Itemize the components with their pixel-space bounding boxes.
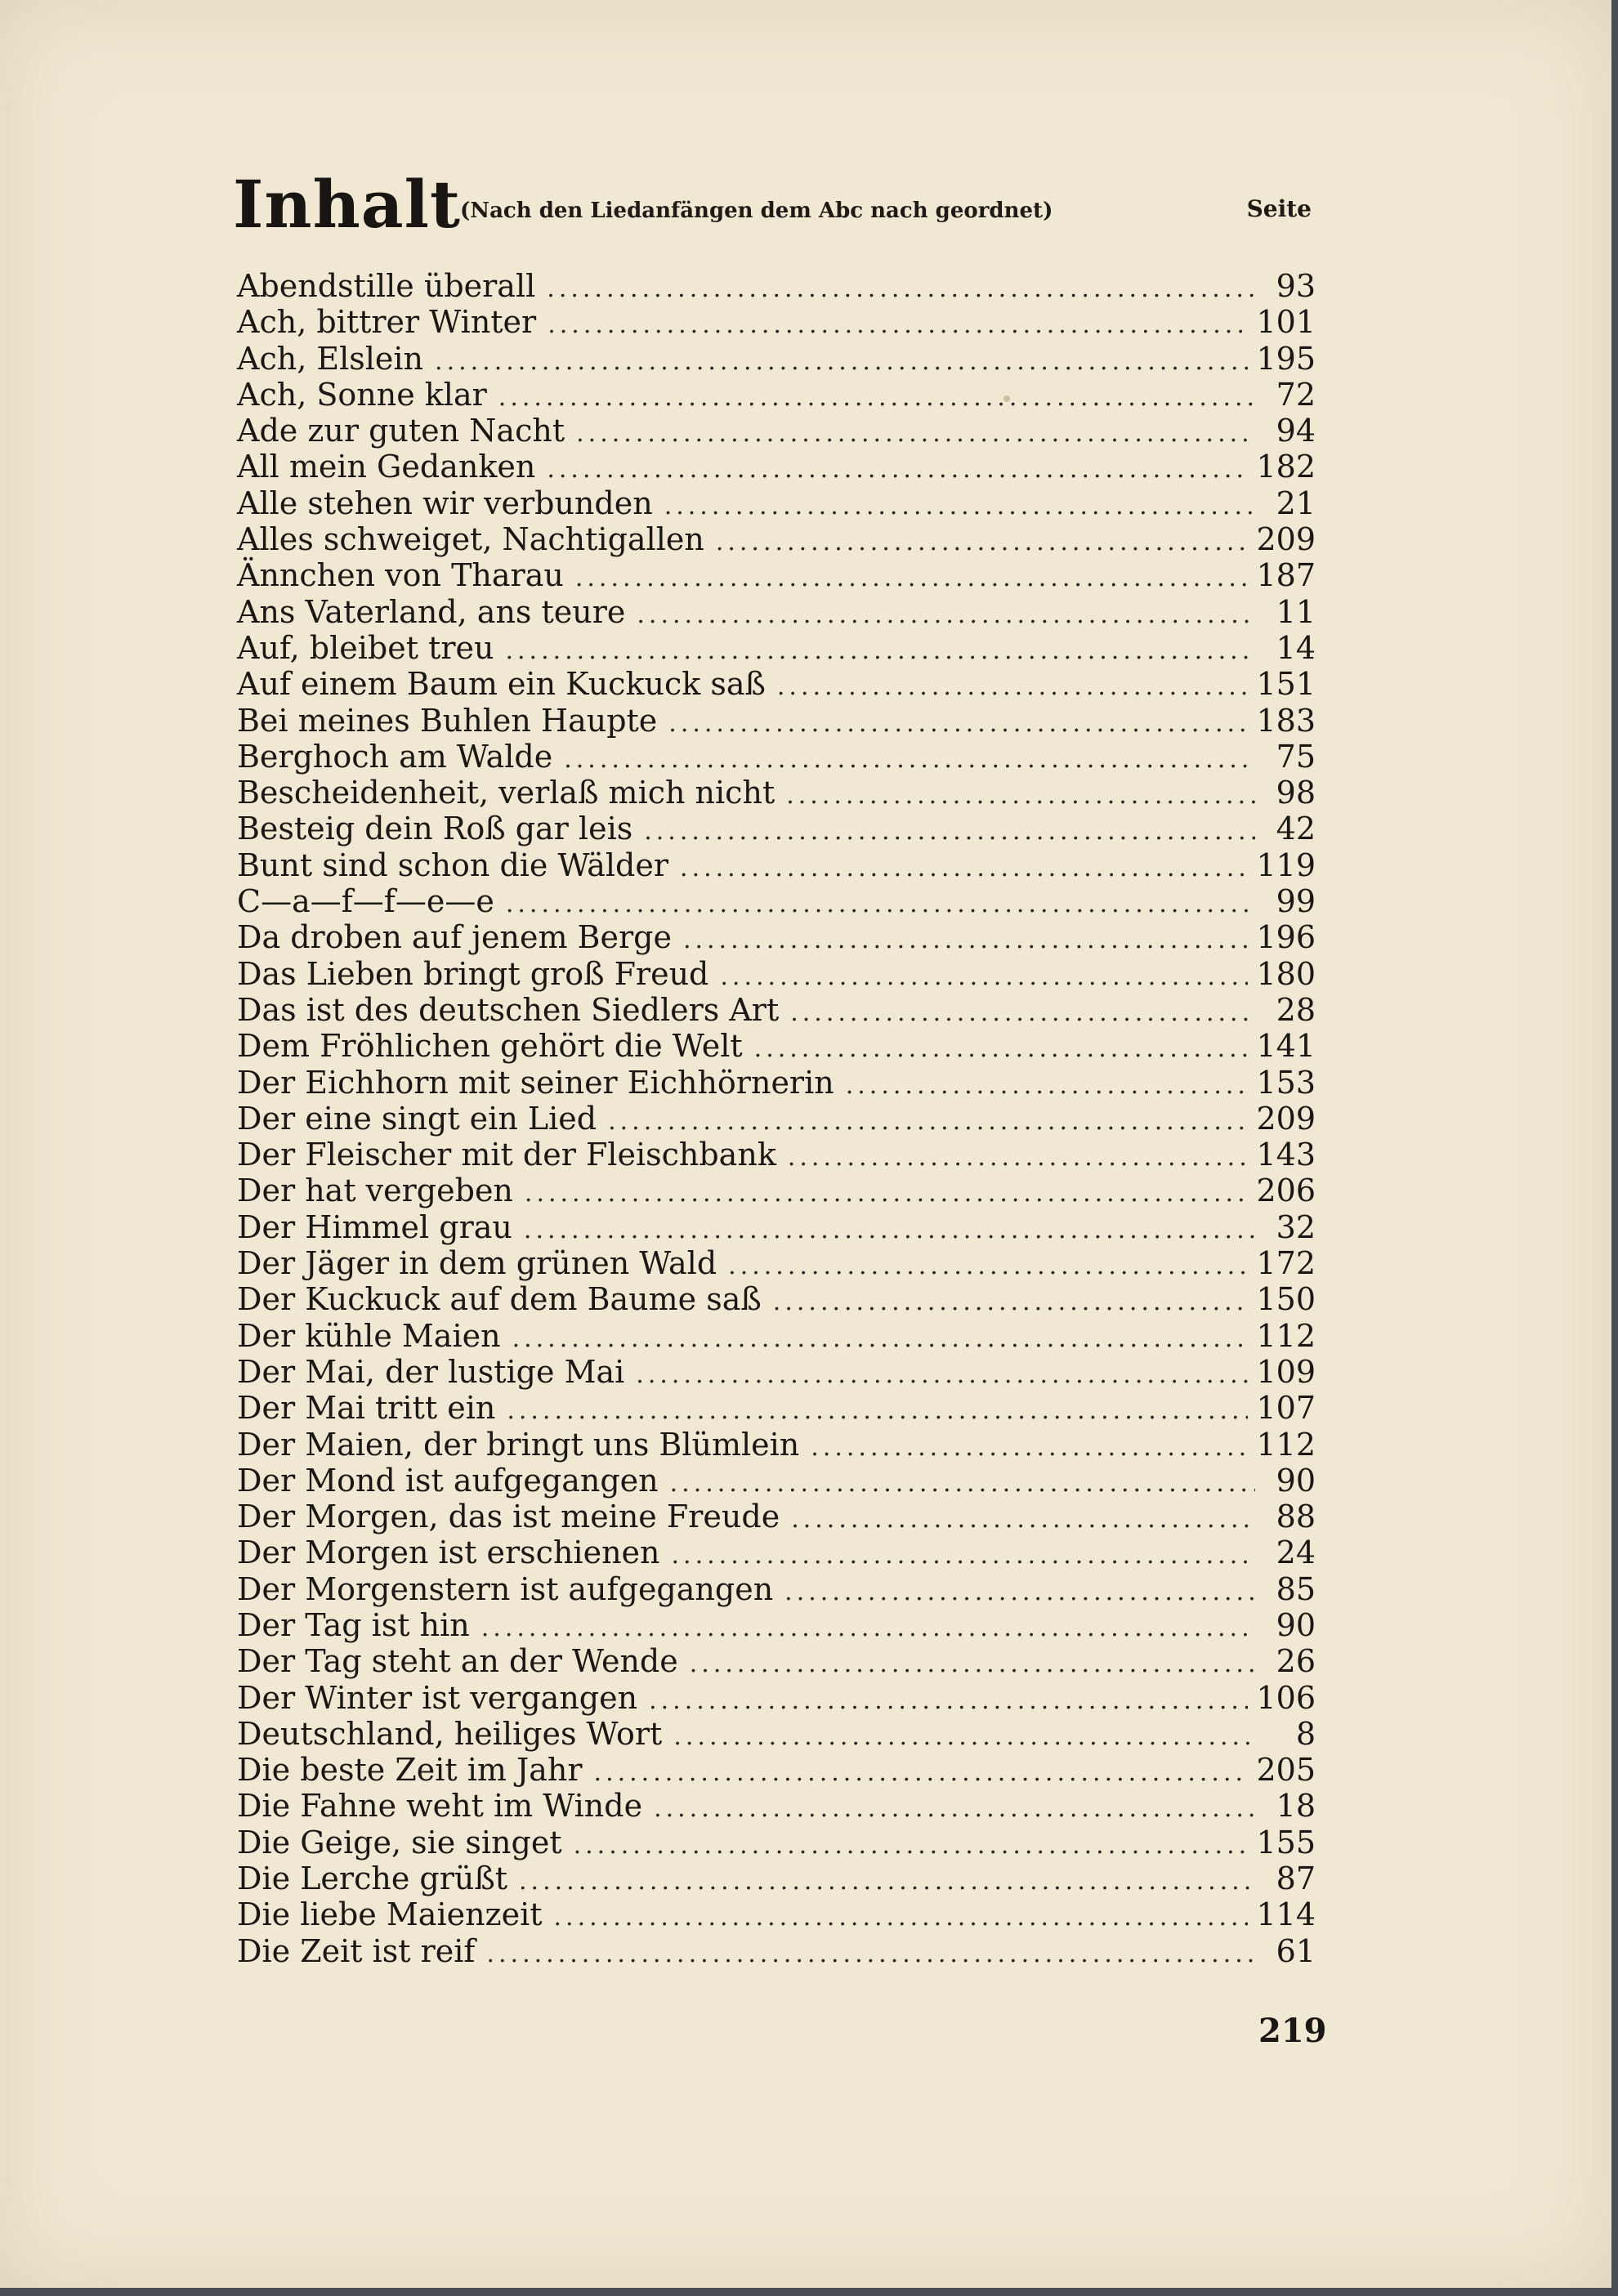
toc-entry [237, 521, 1316, 557]
toc-entry [237, 485, 1316, 521]
dot-leader [683, 922, 1249, 958]
toc-entry-page: 172 [1256, 1245, 1316, 1282]
toc-entry-title: Der kühle Maien [237, 1317, 501, 1354]
dot-leader [507, 1393, 1248, 1429]
dot-leader [670, 1466, 1255, 1502]
toc-entry-page: 75 [1276, 738, 1316, 775]
folio-page-number: 219 [1258, 2012, 1327, 2050]
toc-entry-page: 24 [1276, 1534, 1316, 1571]
toc-entry-page: 8 [1295, 1715, 1316, 1752]
toc-entry-title: Die Fahne weht im Winde [237, 1788, 643, 1825]
toc-entry-page: 11 [1276, 593, 1316, 630]
dot-leader [506, 887, 1255, 922]
toc-entry-title: Bei meines Buhlen Haupte [237, 702, 658, 739]
toc-entry-page: 183 [1256, 702, 1316, 739]
dot-leader [773, 1284, 1249, 1320]
toc-entry-page: 150 [1256, 1281, 1316, 1318]
dot-leader [791, 1502, 1255, 1538]
toc-entry-page: 180 [1256, 955, 1316, 992]
toc-entry [237, 1499, 1316, 1534]
toc-entry-title: Der Morgenstern ist aufgegangen [237, 1570, 774, 1607]
dot-leader [672, 1538, 1255, 1574]
toc-entry [237, 1643, 1316, 1679]
toc-entry [237, 304, 1316, 340]
toc-entry-title: Der Eichhorn mit seiner Eichhörnerin [237, 1064, 834, 1101]
toc-entry-page: 85 [1276, 1570, 1316, 1607]
dot-leader [649, 1683, 1248, 1719]
toc-entry-page: 119 [1256, 846, 1316, 883]
toc-entry-page: 90 [1276, 1462, 1316, 1499]
toc-entry-page: 143 [1256, 1137, 1316, 1173]
toc-entry-page: 206 [1256, 1173, 1316, 1209]
toc-entry-title: Bunt sind schon die Wälder [237, 846, 669, 883]
toc-entry [237, 1028, 1316, 1064]
toc-entry-page: 94 [1276, 413, 1316, 449]
toc-entry-page: 90 [1276, 1606, 1316, 1643]
toc-entry-page: 141 [1256, 1028, 1316, 1065]
page-title: Inhalt [233, 166, 461, 243]
toc-entry-page: 205 [1256, 1752, 1316, 1789]
dot-leader [564, 742, 1255, 778]
dot-leader [664, 489, 1255, 525]
paper-stain [1003, 395, 1010, 402]
toc-entry-page: 101 [1256, 304, 1316, 341]
toc-entry-title: Alle stehen wir verbunden [237, 485, 653, 521]
dot-leader [637, 597, 1255, 633]
toc-entry [237, 1788, 1316, 1824]
toc-entry-page: 153 [1256, 1064, 1316, 1101]
toc-entry [237, 557, 1316, 593]
dot-leader [435, 344, 1248, 380]
toc-entry-page: 187 [1256, 557, 1316, 594]
toc-entry-title: Der Winter ist vergangen [237, 1679, 638, 1716]
toc-entry [237, 1680, 1316, 1716]
toc-entry-title: Der Morgen ist erschienen [237, 1534, 660, 1571]
dot-leader [846, 1068, 1249, 1104]
toc-entry [237, 1752, 1316, 1788]
toc-entry-page: 28 [1276, 991, 1316, 1028]
toc-entry-page: 114 [1256, 1896, 1316, 1933]
toc-entry [237, 883, 1316, 919]
toc-entry [237, 1354, 1316, 1390]
dot-leader [644, 814, 1255, 850]
page-column-label: Seite [1246, 195, 1312, 222]
toc-entry [237, 1173, 1316, 1208]
dot-leader [594, 1755, 1249, 1791]
toc-entry-title: Der Maien, der bringt uns Blümlein [237, 1426, 800, 1463]
toc-entry-page: 72 [1276, 376, 1316, 413]
toc-entry-page: 107 [1256, 1390, 1316, 1427]
toc-entry-title: Ach, Sonne klar [237, 376, 487, 413]
toc-entry [237, 1209, 1316, 1245]
toc-entry-page: 195 [1256, 340, 1316, 377]
toc-entry [237, 666, 1316, 702]
toc-entry [237, 594, 1316, 630]
toc-entry [237, 449, 1316, 485]
toc-entry [237, 1318, 1316, 1354]
toc-entry-title: Ännchen von Tharau [237, 557, 564, 594]
dot-leader [790, 995, 1255, 1031]
toc-entry-title: Dem Fröhlichen gehört die Welt [237, 1028, 743, 1065]
toc-entry [237, 1933, 1316, 1969]
toc-entry [237, 341, 1316, 377]
dot-leader [786, 778, 1255, 814]
toc-entry-page: 209 [1256, 1100, 1316, 1137]
toc-entry [237, 1281, 1316, 1317]
toc-entry-title: Ach, Elslein [237, 340, 424, 377]
toc-entry-title: Die Lerche grüßt [237, 1860, 508, 1897]
toc-entry [237, 956, 1316, 992]
toc-entry [237, 1534, 1316, 1570]
toc-entry-title: Der Jäger in dem grünen Wald [237, 1245, 717, 1282]
toc-entry-title: Ade zur guten Nacht [237, 413, 565, 449]
page-header [233, 163, 1312, 253]
dot-leader [486, 1936, 1255, 1972]
dot-leader [481, 1610, 1255, 1646]
toc-entry-title: Der Tag steht an der Wende [237, 1643, 678, 1680]
toc-entry-page: 93 [1276, 268, 1316, 304]
dot-leader [728, 1249, 1248, 1284]
toc-entry-title: Der Mai, der lustige Mai [237, 1353, 625, 1390]
toc-entry [237, 992, 1316, 1028]
toc-entry-page: 151 [1256, 666, 1316, 703]
toc-entry-title: Die beste Zeit im Jahr [237, 1752, 583, 1789]
dot-leader [505, 633, 1255, 669]
toc-entry [237, 1716, 1316, 1752]
toc-entry [237, 811, 1316, 846]
dot-leader [498, 380, 1255, 416]
toc-entry-title: Der hat vergeben [237, 1173, 513, 1209]
dot-leader [519, 1864, 1255, 1900]
toc-entry-title: Die Zeit ist reif [237, 1932, 476, 1969]
toc-entry-title: Der Kuckuck auf dem Baume saß [237, 1281, 762, 1318]
toc-entry-title: Die Geige, sie singet [237, 1824, 562, 1860]
toc-entry-page: 98 [1276, 775, 1316, 811]
toc-entry-page: 196 [1256, 919, 1316, 956]
toc-entry-title: Auf einem Baum ein Kuckuck saß [237, 666, 766, 703]
dot-leader [811, 1430, 1248, 1466]
toc-entry [237, 1137, 1316, 1173]
toc-entry [237, 268, 1316, 304]
toc-entry [237, 739, 1316, 775]
dot-leader [575, 561, 1249, 596]
toc-entry-title: Der Fleischer mit der Fleischbank [237, 1137, 776, 1173]
toc-entry-title: Das Lieben bringt groß Freud [237, 955, 709, 992]
page-subtitle: (Nach den Liedanfängen dem Abc nach geordnet) [460, 199, 1053, 223]
toc-entry-title: C—a—f—f—e—e [237, 883, 494, 920]
toc-entry-title: Der Tag ist hin [237, 1606, 470, 1643]
dot-leader [754, 1031, 1249, 1067]
dot-leader [680, 851, 1248, 887]
toc-entry-page: 88 [1276, 1499, 1316, 1535]
toc-entry-page: 18 [1276, 1788, 1316, 1825]
toc-entry [237, 1101, 1316, 1137]
toc-entry [237, 1896, 1316, 1932]
toc-entry-title: Der Mond ist aufgegangen [237, 1462, 659, 1499]
dot-leader [716, 525, 1249, 561]
toc-entry [237, 1607, 1316, 1643]
toc-entry-title: Alles schweiget, Nachtigallen [237, 521, 704, 558]
dot-leader [548, 307, 1248, 343]
dot-leader [668, 706, 1248, 742]
toc-entry-page: 42 [1276, 811, 1316, 847]
toc-entry-title: Ach, bittrer Winter [237, 304, 537, 341]
toc-entry [237, 1427, 1316, 1463]
dot-leader [512, 1321, 1249, 1357]
toc-entry-page: 209 [1256, 521, 1316, 558]
toc-entry [237, 1463, 1316, 1499]
toc-entry-page: 32 [1276, 1208, 1316, 1245]
toc-entry-page: 21 [1276, 485, 1316, 521]
dot-leader [524, 1213, 1255, 1249]
toc-entry [237, 847, 1316, 883]
toc-entry-title: Berghoch am Walde [237, 738, 553, 775]
dot-leader [720, 959, 1248, 995]
toc-entry [237, 630, 1316, 666]
toc-entry-title: Auf, bleibet treu [237, 629, 494, 666]
toc-entry [237, 1065, 1316, 1101]
toc-entry [237, 775, 1316, 811]
toc-entry-page: 112 [1256, 1317, 1316, 1354]
dot-leader [525, 1176, 1249, 1212]
toc-entry-title: Abendstille überall [237, 268, 536, 304]
toc-entry-title: Da droben auf jenem Berge [237, 919, 672, 956]
toc-entry-page: 14 [1276, 629, 1316, 666]
toc-entry [237, 703, 1316, 739]
toc-entry [237, 377, 1316, 413]
dot-leader [574, 1828, 1249, 1864]
toc-entry-title: Das ist des deutschen Siedlers Art [237, 991, 780, 1028]
toc-entry-title: Besteig dein Roß gar leis [237, 811, 633, 847]
toc-entry-page: 61 [1276, 1932, 1316, 1969]
toc-entry-page: 155 [1256, 1824, 1316, 1860]
toc-entry [237, 413, 1316, 449]
toc-entry-title: All mein Gedanken [237, 449, 536, 485]
dot-leader [636, 1357, 1248, 1393]
dot-leader [777, 669, 1249, 705]
table-of-contents [237, 268, 1316, 1969]
dot-leader [673, 1719, 1255, 1755]
toc-entry [237, 1245, 1316, 1281]
dot-leader [547, 271, 1255, 307]
dot-leader [554, 1900, 1249, 1936]
toc-entry [237, 1860, 1316, 1896]
dot-leader [788, 1140, 1249, 1176]
toc-entry [237, 1825, 1316, 1860]
dot-leader [608, 1104, 1248, 1140]
toc-entry-page: 109 [1256, 1353, 1316, 1390]
dot-leader [784, 1575, 1255, 1610]
toc-entry-title: Der Mai tritt ein [237, 1390, 496, 1427]
toc-entry-page: 26 [1276, 1643, 1316, 1680]
toc-entry-title: Bescheidenheit, verlaß mich nicht [237, 775, 775, 811]
toc-entry-title: Die liebe Maienzeit [237, 1896, 543, 1933]
toc-entry-page: 99 [1276, 883, 1316, 920]
toc-entry [237, 919, 1316, 955]
toc-entry-title: Der Morgen, das ist meine Freude [237, 1499, 780, 1535]
toc-entry-title: Der Himmel grau [237, 1208, 512, 1245]
toc-entry-page: 182 [1256, 449, 1316, 485]
toc-entry-title: Ans Vaterland, ans teure [237, 593, 626, 630]
dot-leader [576, 416, 1255, 452]
toc-entry-page: 112 [1256, 1426, 1316, 1463]
toc-entry-page: 87 [1276, 1860, 1316, 1897]
toc-entry-title: Deutschland, heiliges Wort [237, 1715, 663, 1752]
toc-entry [237, 1571, 1316, 1607]
toc-entry-title: Der eine singt ein Lied [237, 1100, 597, 1137]
dot-leader [547, 452, 1248, 488]
dot-leader [690, 1646, 1255, 1682]
toc-entry-page: 106 [1256, 1679, 1316, 1716]
toc-entry [237, 1390, 1316, 1426]
dot-leader [654, 1791, 1255, 1827]
